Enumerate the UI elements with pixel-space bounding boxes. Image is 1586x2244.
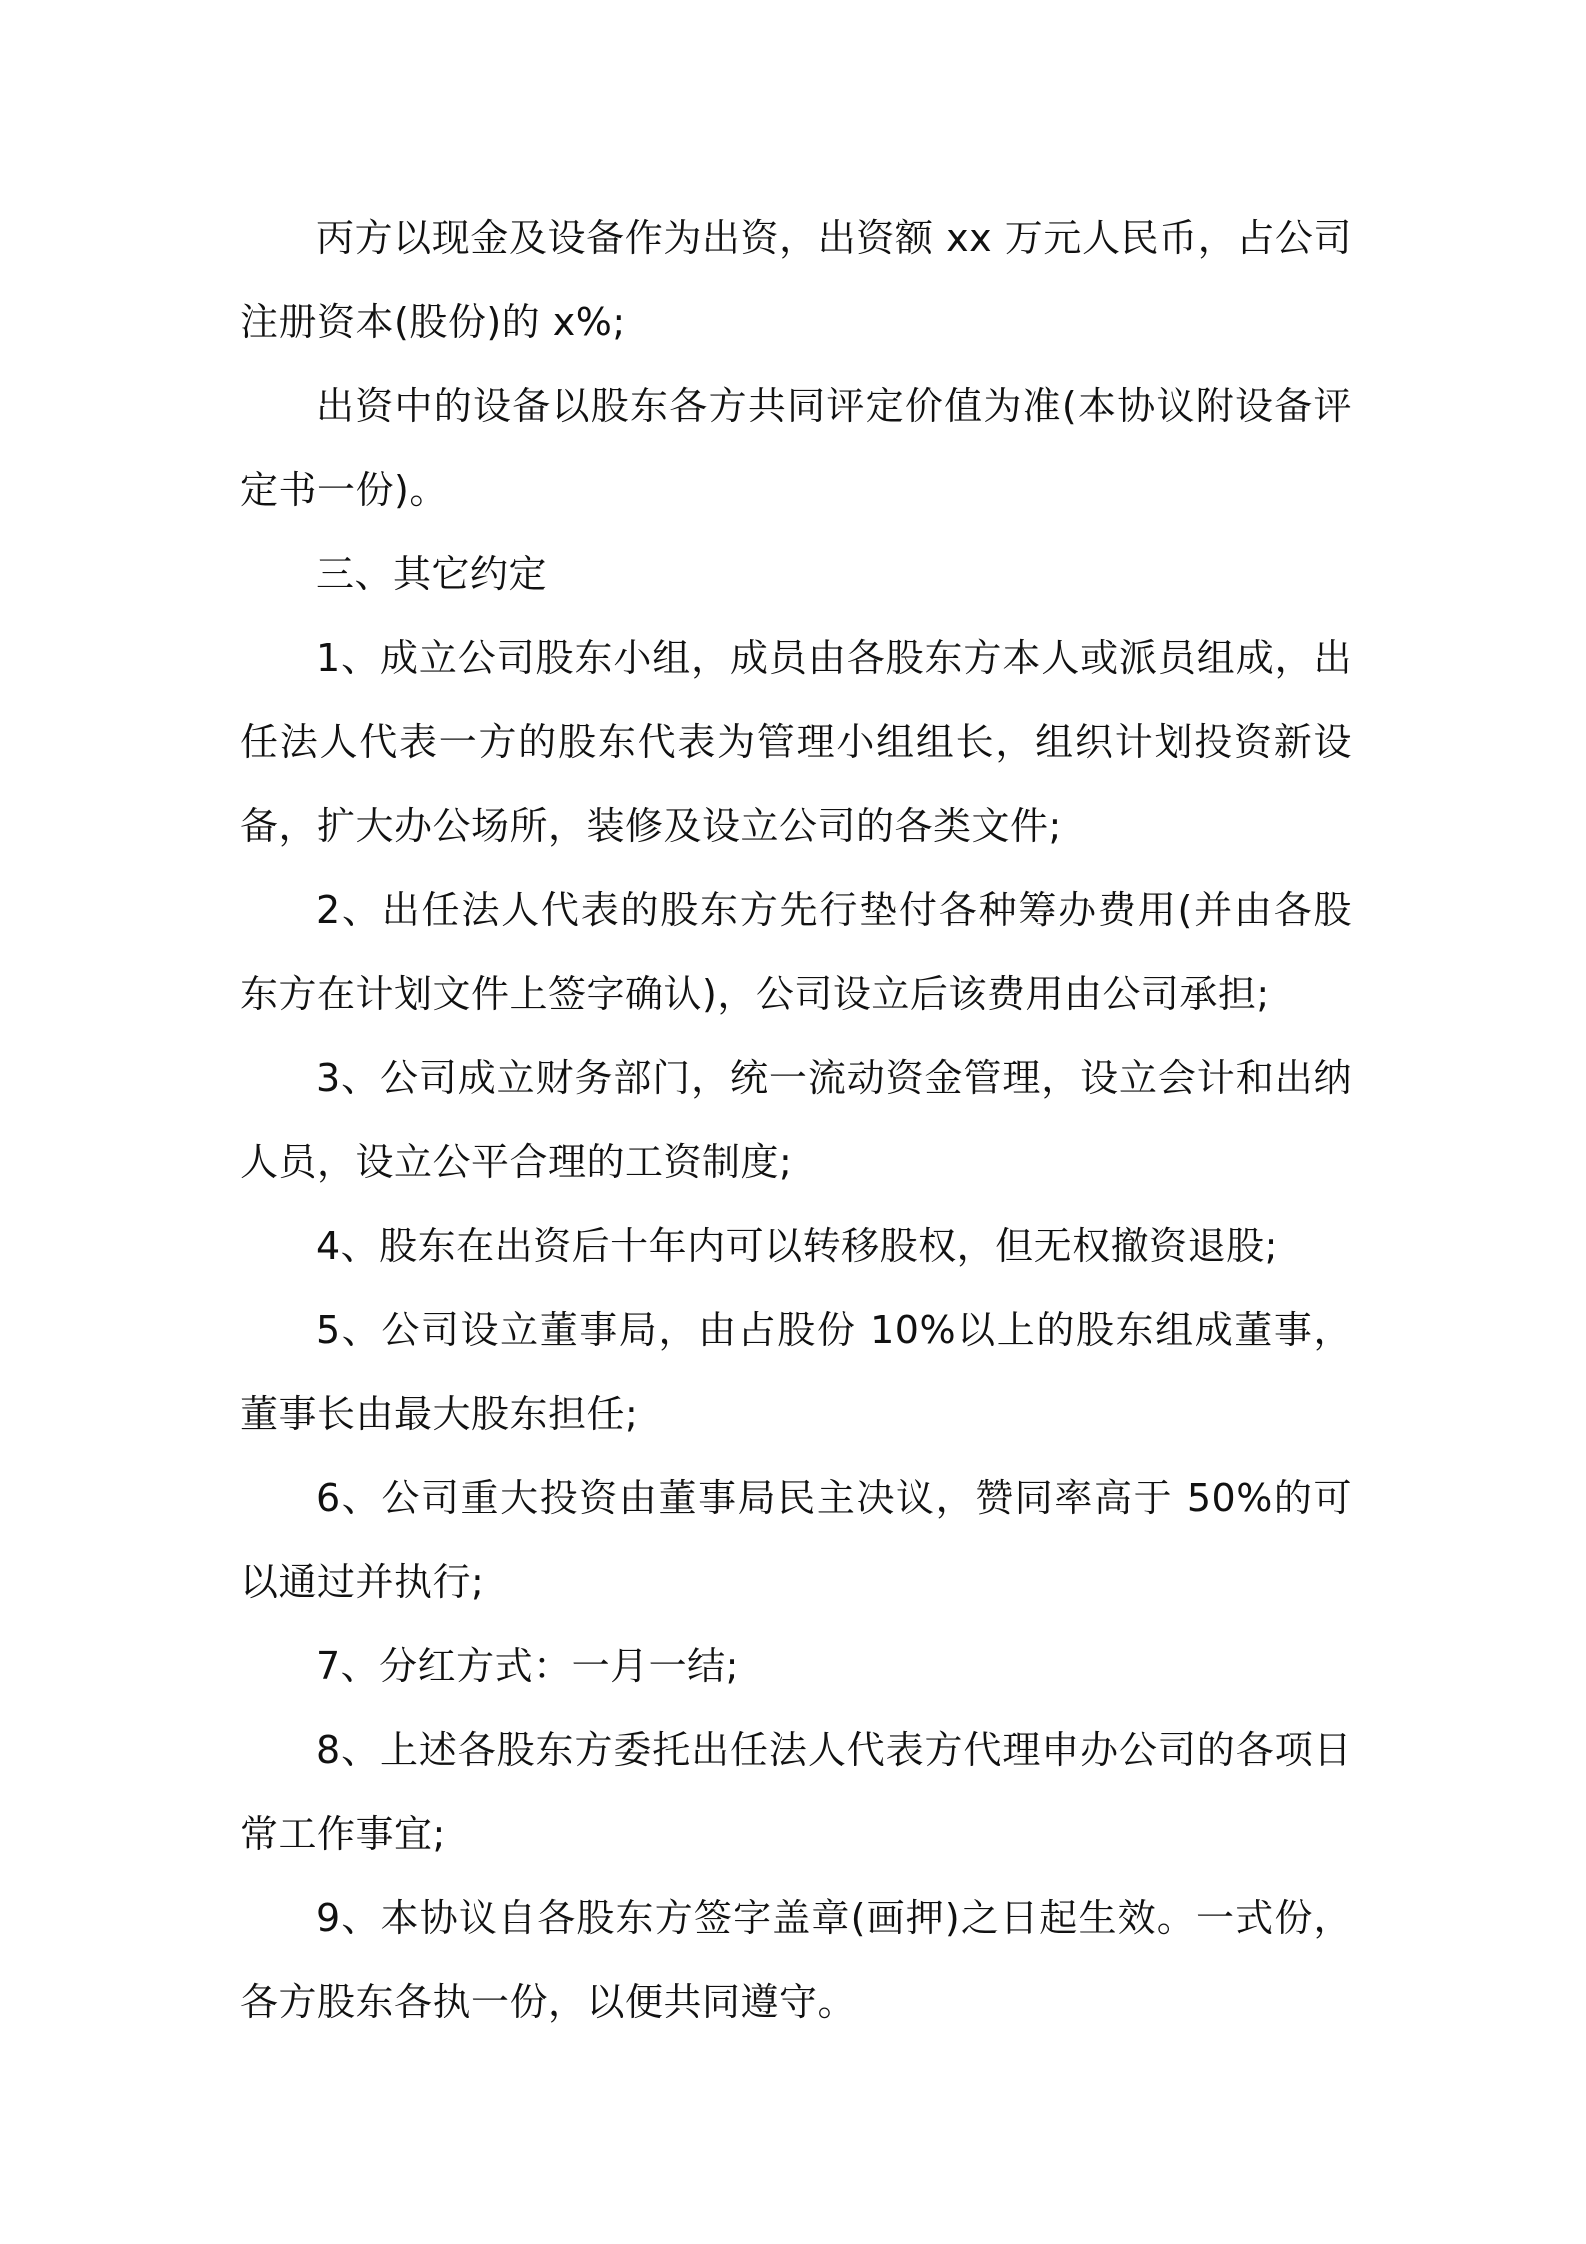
paragraph-capital-contribution: 丙方以现金及设备作为出资，出资额 xx 万元人民币，占公司注册资本(股份)的 x%; bbox=[240, 216, 1352, 344]
clause-1: 1、成立公司股东小组，成员由各股东方本人或派员组成，出任法人代表一方的股东代表为管理小组组长，组织计划投资新设备，扩大办公场所，装修及设立公司的各类文件; bbox=[240, 636, 1352, 848]
clause-5: 5、公司设立董事局，由占股份 10%以上的股东组成董事，董事长由最大股东担任; bbox=[240, 1308, 1352, 1436]
clause-7: 7、分红方式：一月一结; bbox=[316, 1644, 739, 1688]
clause-4: 4、股东在出资后十年内可以转移股权，但无权撤资退股; bbox=[316, 1224, 1278, 1268]
document-body bbox=[240, 196, 1352, 2044]
clause-9: 9、本协议自各股东方签字盖章(画押)之日起生效。一式份，各方股东各执一份，以便共同遵守。 bbox=[240, 1896, 1352, 2024]
section-heading-other-terms: 三、其它约定 bbox=[316, 552, 548, 596]
clause-8: 8、上述各股东方委托出任法人代表方代理申办公司的各项日常工作事宜; bbox=[240, 1728, 1352, 1856]
paragraph-equipment-valuation: 出资中的设备以股东各方共同评定价值为准(本协议附设备评定书一份)。 bbox=[240, 384, 1352, 512]
clause-3: 3、公司成立财务部门，统一流动资金管理，设立会计和出纳人员，设立公平合理的工资制度; bbox=[240, 1056, 1352, 1184]
clause-2: 2、出任法人代表的股东方先行垫付各种筹办费用(并由各股东方在计划文件上签字确认)，公司设立后该费用由公司承担; bbox=[240, 888, 1352, 1016]
clause-6: 6、公司重大投资由董事局民主决议，赞同率高于 50%的可以通过并执行; bbox=[240, 1476, 1352, 1604]
